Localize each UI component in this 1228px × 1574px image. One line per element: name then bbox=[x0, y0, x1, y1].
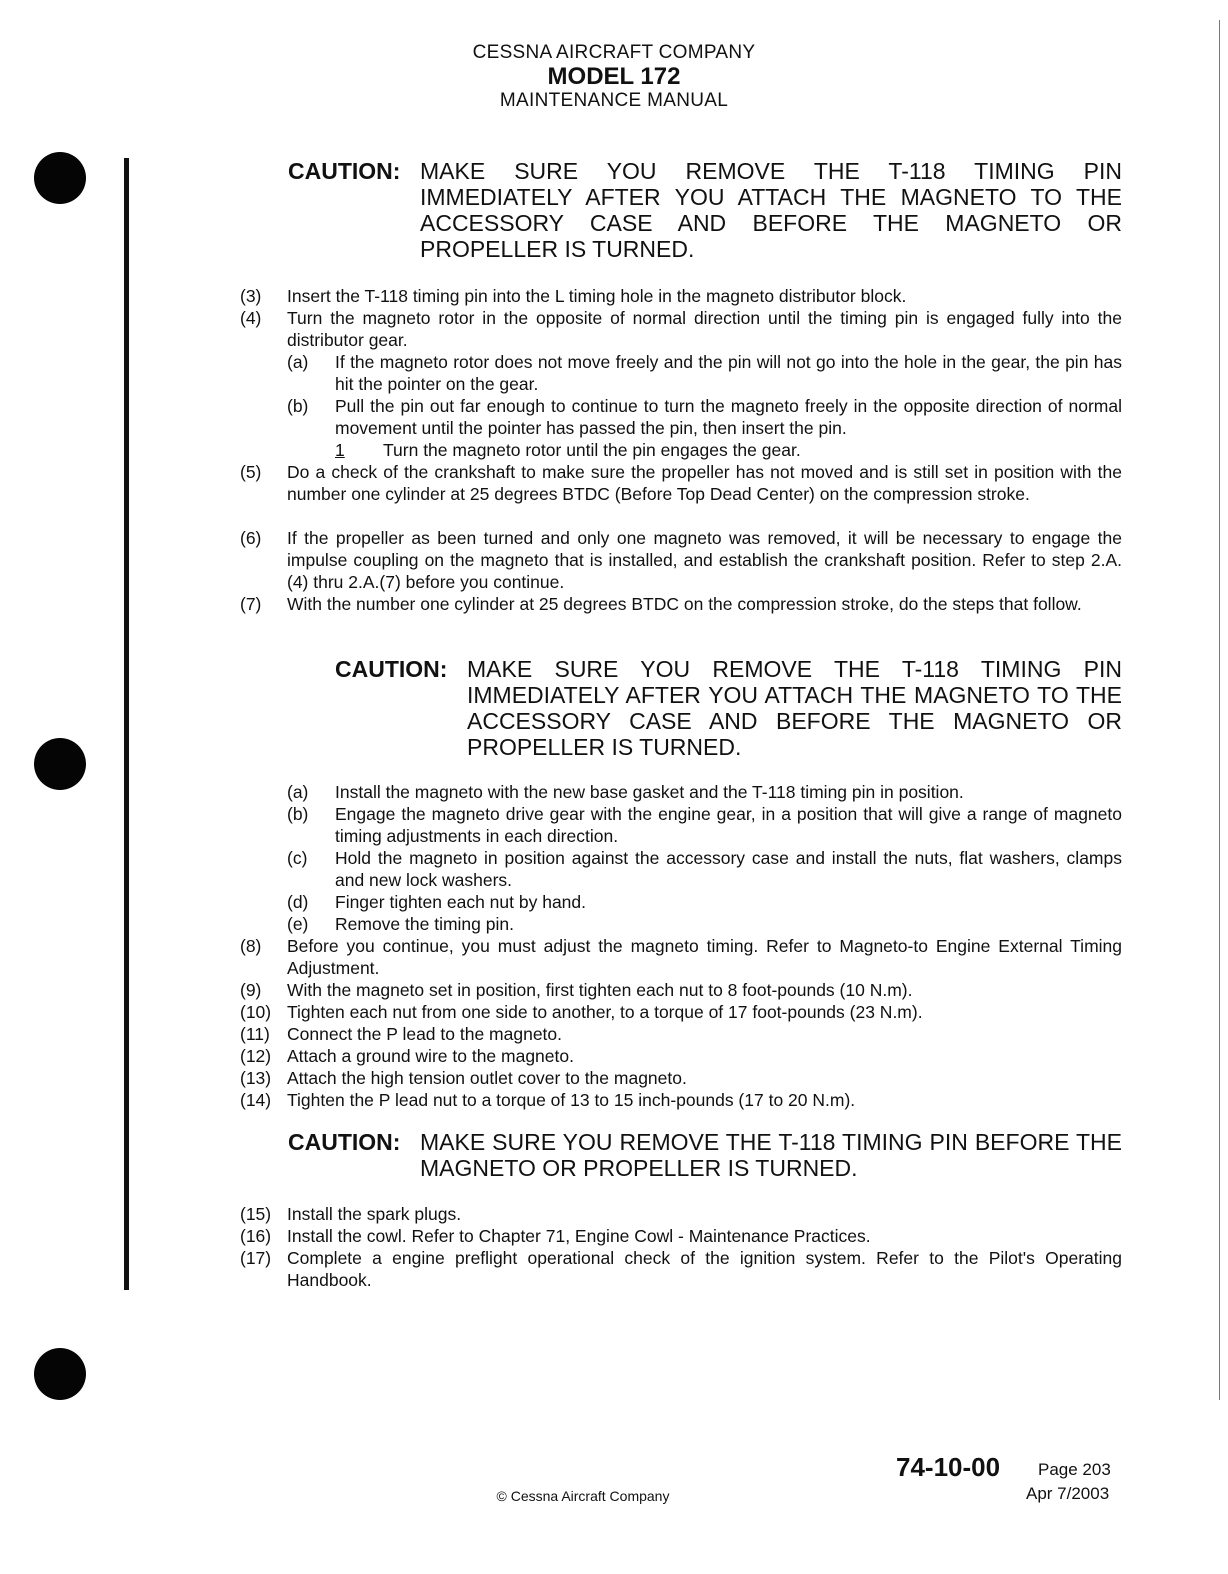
step-number: (11) bbox=[240, 1024, 270, 1044]
step-number: (12) bbox=[240, 1046, 272, 1066]
step-number: (a) bbox=[287, 782, 309, 802]
step-number: (4) bbox=[240, 308, 262, 328]
caution-text: MAKE SURE YOU REMOVE THE T-118 TIMING PIN IMMEDIATELY AFTER YOU ATTACH THE MAGNETO TO THE ACCESSORY CASE AND BEFORE THE MAGNETO OR PROPELLER IS TURNED. bbox=[467, 656, 1122, 760]
caution-label: CAUTION: bbox=[288, 158, 401, 184]
step-text: Turn the magneto rotor in the opposite of normal direction until the timing pin is engaged fully into the distributor gear. bbox=[287, 308, 1122, 350]
binder-hole-bottom bbox=[34, 1348, 86, 1400]
step-number: (d) bbox=[287, 892, 309, 912]
step-text: Pull the pin out far enough to continue to turn the magneto freely in the opposite direction of normal movement until the pointer has passed the pin, then insert the pin. bbox=[335, 396, 1122, 438]
step-text: Attach a ground wire to the magneto. bbox=[287, 1046, 574, 1066]
step-text: Engage the magneto drive gear with the engine gear, in a position that will give a range of magneto timing adjustments in each direction. bbox=[335, 804, 1122, 846]
step-text: If the propeller as been turned and only one magneto was removed, it will be necessary to engage the impulse coupling on the magneto that is installed, and establish the crankshaft position. Refer to step 2.A.(4) thru 2.A.(7) before you continue. bbox=[287, 528, 1122, 592]
step-text: Install the spark plugs. bbox=[287, 1204, 462, 1224]
step-number: (6) bbox=[240, 528, 262, 548]
model-name: MODEL 172 bbox=[547, 63, 681, 90]
caution-block bbox=[288, 158, 1122, 262]
step-number: (3) bbox=[240, 286, 262, 306]
caution-text: MAKE SURE YOU REMOVE THE T-118 TIMING PIN IMMEDIATELY AFTER YOU ATTACH THE MAGNETO TO THE ACCESSORY CASE AND BEFORE THE MAGNETO OR PROPELLER IS TURNED. bbox=[420, 158, 1122, 262]
revision-date: Apr 7/2003 bbox=[1026, 1484, 1110, 1503]
step-text: Tighten the P lead nut to a torque of 13 to 15 inch-pounds (17 to 20 N.m). bbox=[287, 1090, 856, 1110]
step-text: With the number one cylinder at 25 degrees BTDC on the compression stroke, do the steps that follow. bbox=[287, 594, 1082, 614]
step-text: Insert the T-118 timing pin into the L timing hole in the magneto distributor block. bbox=[287, 286, 907, 306]
step-number: (10) bbox=[240, 1002, 272, 1022]
step-number: 1 bbox=[335, 440, 345, 460]
binder-hole-middle bbox=[34, 738, 86, 790]
step-number: (e) bbox=[287, 914, 309, 934]
revision-change-bar bbox=[124, 158, 129, 1290]
caution-text: MAKE SURE YOU REMOVE THE T-118 TIMING PIN BEFORE THE MAGNETO OR PROPELLER IS TURNED. bbox=[420, 1129, 1122, 1181]
caution-label: CAUTION: bbox=[335, 656, 448, 682]
step-number: (a) bbox=[287, 352, 309, 372]
step-text: Install the cowl. Refer to Chapter 71, Engine Cowl - Maintenance Practices. bbox=[287, 1226, 871, 1246]
step-number: (16) bbox=[240, 1226, 272, 1246]
manual-title: MAINTENANCE MANUAL bbox=[499, 90, 729, 111]
step-number: (7) bbox=[240, 594, 262, 614]
step-number: (13) bbox=[240, 1068, 272, 1088]
step-number: (5) bbox=[240, 462, 262, 482]
page-header bbox=[0, 42, 1228, 112]
step-text: Complete a engine preflight operational check of the ignition system. Refer to the Pilot's Operating Handbook. bbox=[287, 1248, 1122, 1290]
step-text: Before you continue, you must adjust the magneto timing. Refer to Magneto-to Engine External Timing Adjustment. bbox=[287, 936, 1122, 978]
step-text: Finger tighten each nut by hand. bbox=[335, 892, 587, 912]
step-number: (c) bbox=[287, 848, 308, 868]
step-number: (9) bbox=[240, 980, 262, 1000]
step-text: Attach the high tension outlet cover to the magneto. bbox=[287, 1068, 687, 1088]
step-text: Connect the P lead to the magneto. bbox=[287, 1024, 563, 1044]
step-number: (14) bbox=[240, 1090, 272, 1110]
copyright-notice: © Cessna Aircraft Company bbox=[496, 1488, 670, 1504]
caution-block bbox=[288, 1129, 1122, 1181]
step-text: Tighten each nut from one side to another, to a torque of 17 foot-pounds (23 N.m). bbox=[287, 1002, 923, 1022]
step-text: Do a check of the crankshaft to make sure the propeller has not moved and is still set in position with the number one cylinder at 25 degrees BTDC (Before Top Dead Center) on the compression stroke. bbox=[287, 462, 1122, 504]
step-number: (b) bbox=[287, 804, 309, 824]
step-number: (17) bbox=[240, 1248, 272, 1268]
page-number: Page 203 bbox=[1038, 1460, 1111, 1479]
step-text: Turn the magneto rotor until the pin engages the gear. bbox=[383, 440, 801, 460]
company-name: CESSNA AIRCRAFT COMPANY bbox=[472, 42, 756, 63]
step-text: With the magneto set in position, first tighten each nut to 8 foot-pounds (10 N.m). bbox=[287, 980, 913, 1000]
step-text: If the magneto rotor does not move freely and the pin will not go into the hole in the gear, the pin has hit the pointer on the gear. bbox=[335, 352, 1122, 394]
step-text: Hold the magneto in position against the accessory case and install the nuts, flat washers, clamps and new lock washers. bbox=[335, 848, 1122, 890]
step-number: (8) bbox=[240, 936, 262, 956]
step-text: Remove the timing pin. bbox=[335, 914, 514, 934]
step-number: (15) bbox=[240, 1204, 272, 1224]
page-edge-line bbox=[1219, 20, 1220, 1400]
step-number: (b) bbox=[287, 396, 309, 416]
step-text: Install the magneto with the new base gasket and the T-118 timing pin in position. bbox=[335, 782, 964, 802]
caution-label: CAUTION: bbox=[288, 1129, 401, 1155]
caution-block bbox=[335, 656, 1122, 760]
binder-hole-top bbox=[34, 152, 86, 204]
chapter-section-code: 74-10-00 bbox=[896, 1452, 1001, 1482]
